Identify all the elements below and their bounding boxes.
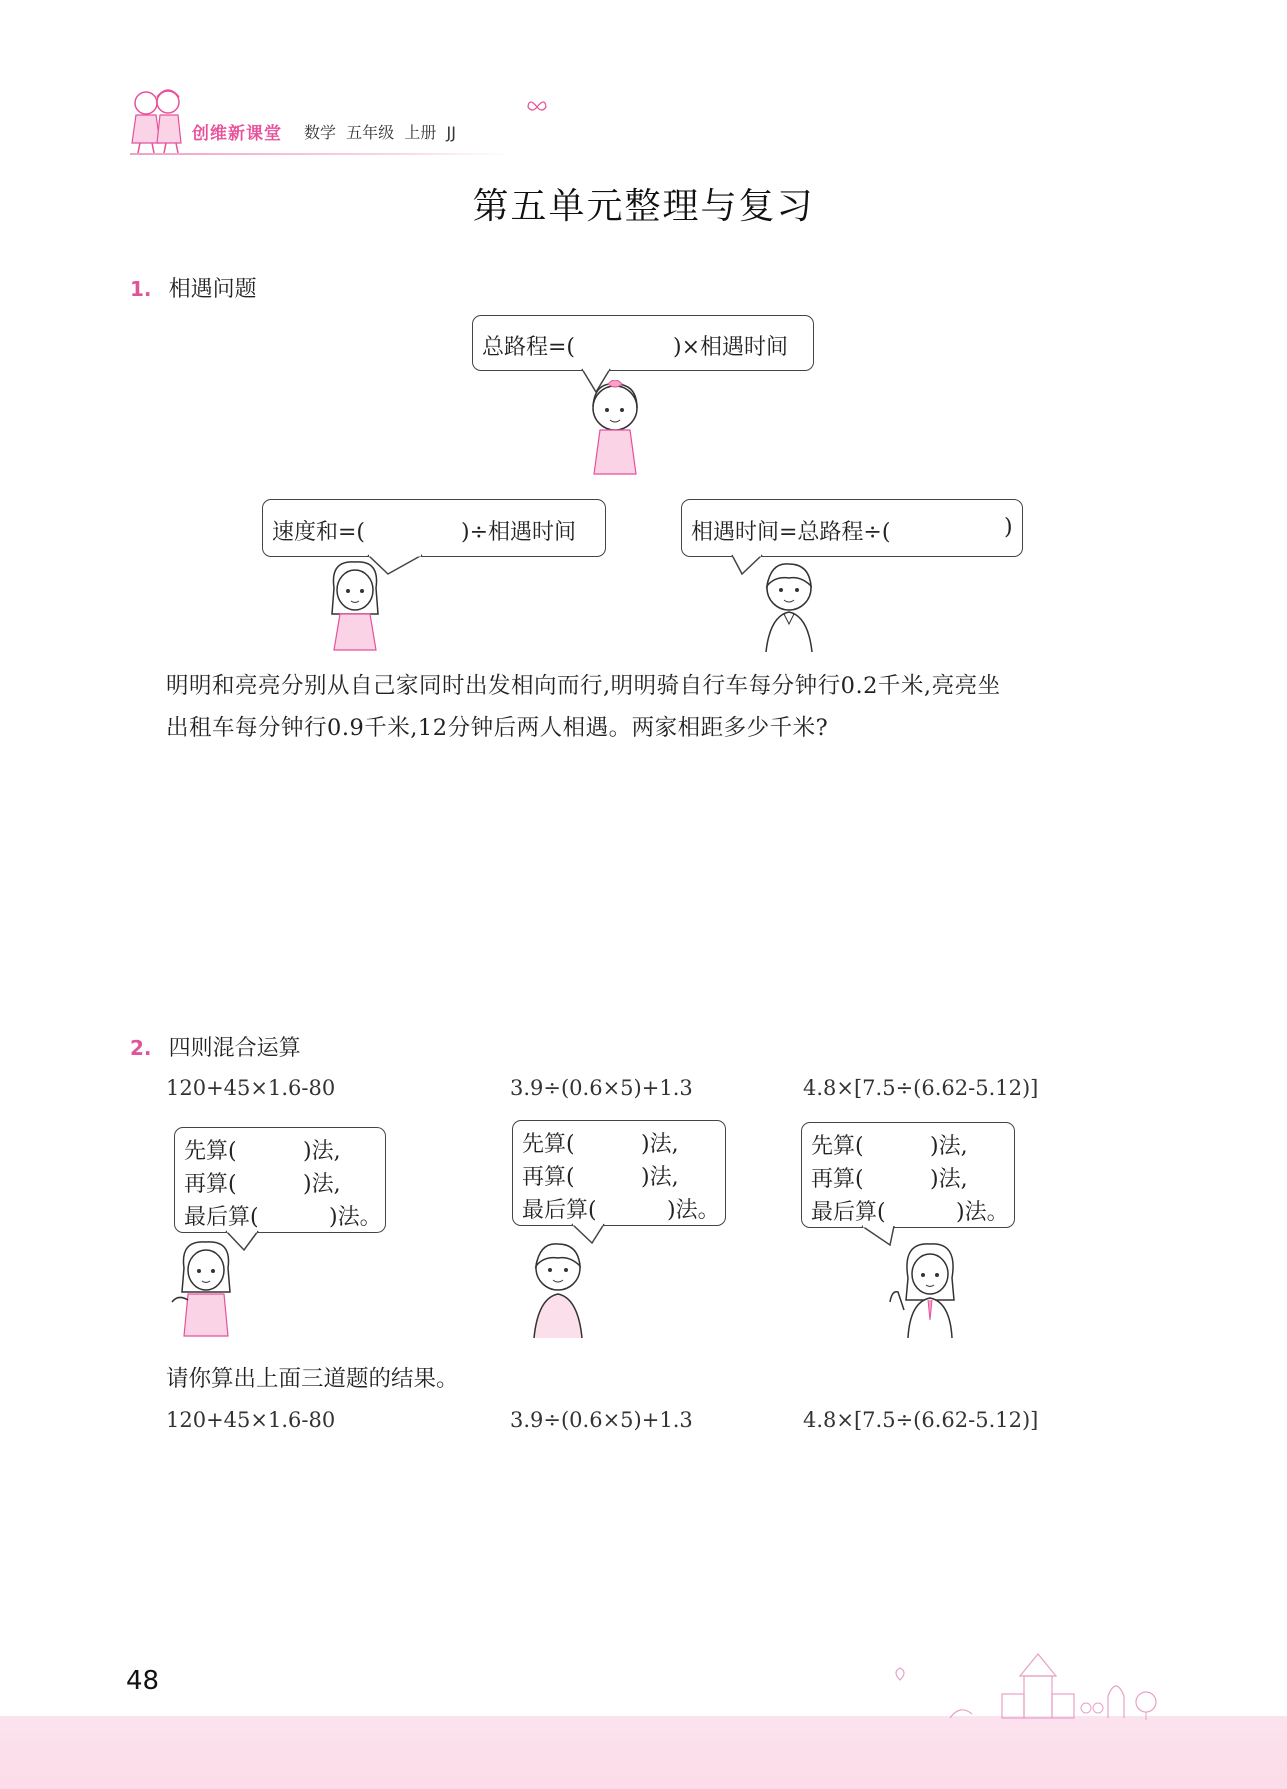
instruction-text: 请你算出上面三道题的结果。 xyxy=(166,1366,459,1392)
problem-line: 出租车每分钟行0.9千米,12分钟后两人相遇。两家相距多少千米? xyxy=(166,715,829,741)
footer-band xyxy=(0,1716,1287,1789)
girl-illustration xyxy=(168,1236,244,1340)
bubble-text-left: 速度和=( xyxy=(272,520,366,545)
header-rule xyxy=(130,153,510,155)
expression-3: 4.8×[7.5÷(6.62-5.12)] xyxy=(803,1408,1039,1432)
butterfly-icon xyxy=(526,99,548,115)
section1-heading xyxy=(130,272,257,303)
expression-3: 4.8×[7.5÷(6.62-5.12)] xyxy=(803,1076,1039,1100)
boy-illustration xyxy=(522,1236,594,1340)
section1-number: 1. xyxy=(130,277,152,301)
castle-decoration-icon xyxy=(890,1650,1170,1720)
brand-name: 创维新课堂 xyxy=(192,124,282,144)
bubble-text-left: 总路程=( xyxy=(482,335,576,360)
bubble-meeting-time xyxy=(681,499,1023,557)
bubble-order-2: 先算( )法, 再算( )法, 最后算( )法。 xyxy=(512,1120,726,1226)
bubble-order-1: 先算( )法, 再算( )法, 最后算( )法。 xyxy=(174,1127,386,1233)
problem-text xyxy=(166,665,1146,749)
bubble-text-right: )÷相遇时间 xyxy=(461,520,577,545)
expression-1: 120+45×1.6-80 xyxy=(166,1076,336,1100)
page-title: 第五单元整理与复习 xyxy=(472,186,815,227)
section2-title: 四则混合运算 xyxy=(168,1036,301,1061)
bubble-text-right: )×相遇时间 xyxy=(673,335,789,360)
section2-number: 2. xyxy=(130,1036,152,1060)
book-subject: 数学 五年级 上册 JJ xyxy=(304,123,456,142)
section1-title: 相遇问题 xyxy=(168,277,257,302)
bubble-speed-sum xyxy=(262,499,606,557)
page-number: 48 xyxy=(126,1666,160,1696)
expression-2: 3.9÷(0.6×5)+1.3 xyxy=(510,1076,693,1100)
bubble-total-distance xyxy=(472,315,814,371)
bubble-text-right: ) xyxy=(1004,515,1013,540)
girl-illustration xyxy=(884,1238,974,1342)
book-header xyxy=(126,85,506,155)
bubble-order-3: 先算( )法, 再算( )法, 最后算( )法。 xyxy=(801,1122,1015,1228)
girl-illustration xyxy=(580,380,650,480)
bubble-text-left: 相遇时间=总路程÷( xyxy=(691,520,891,545)
expression-2: 3.9÷(0.6×5)+1.3 xyxy=(510,1408,693,1432)
kids-logo-icon xyxy=(126,85,190,155)
problem-line: 明明和亮亮分别从自己家同时出发相向而行,明明骑自行车每分钟行0.2千米,亮亮坐 xyxy=(166,673,1001,699)
boy-illustration xyxy=(754,558,824,654)
girl-illustration xyxy=(320,558,390,654)
section2-heading xyxy=(130,1031,301,1062)
expression-1: 120+45×1.6-80 xyxy=(166,1408,336,1432)
